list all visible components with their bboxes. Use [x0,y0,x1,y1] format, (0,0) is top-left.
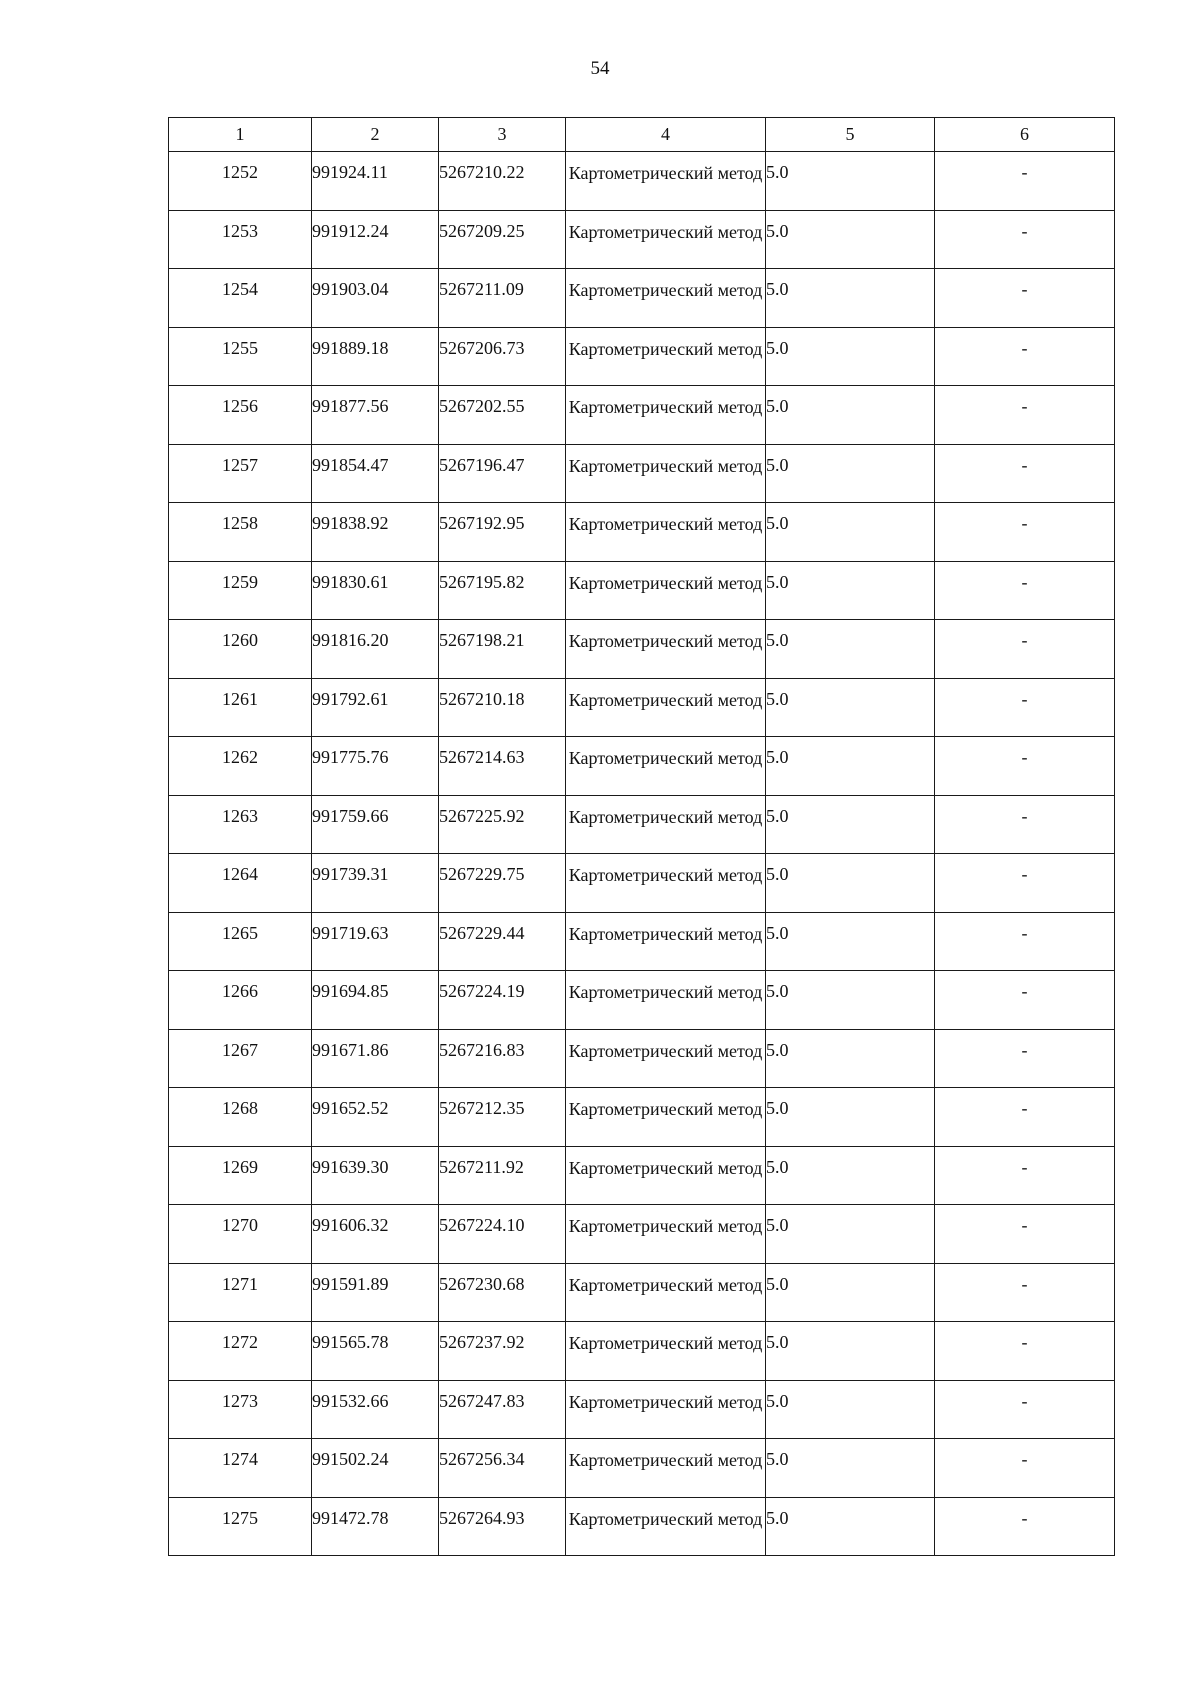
x-coordinate-cell: 991912.24 [312,210,439,269]
point-number-cell: 1265 [169,912,312,971]
table-row [169,1029,1115,1088]
table-row [169,1497,1115,1556]
note-cell: - [935,678,1115,737]
y-coordinate-cell: 5267202.55 [439,386,566,445]
note-cell: - [935,1205,1115,1264]
column-header: 4 [566,118,766,152]
y-coordinate-cell: 5267264.93 [439,1497,566,1556]
x-coordinate-cell: 991565.78 [312,1322,439,1381]
table-row [169,912,1115,971]
x-coordinate-cell: 991877.56 [312,386,439,445]
point-number-cell: 1270 [169,1205,312,1264]
point-number-cell: 1254 [169,269,312,328]
table-row [169,1380,1115,1439]
method-cell: Картометрический метод [566,1497,766,1556]
method-cell: Картометрический метод [566,912,766,971]
y-coordinate-cell: 5267206.73 [439,327,566,386]
x-coordinate-cell: 991694.85 [312,971,439,1030]
y-coordinate-cell: 5267224.19 [439,971,566,1030]
point-number-cell: 1268 [169,1088,312,1147]
precision-cell: 5.0 [766,444,935,503]
note-cell: - [935,210,1115,269]
method-cell: Картометрический метод [566,737,766,796]
method-cell: Картометрический метод [566,561,766,620]
note-cell: - [935,503,1115,562]
note-cell: - [935,269,1115,328]
table-row [169,737,1115,796]
x-coordinate-cell: 991816.20 [312,620,439,679]
column-header: 2 [312,118,439,152]
point-number-cell: 1267 [169,1029,312,1088]
x-coordinate-cell: 991652.52 [312,1088,439,1147]
x-coordinate-cell: 991924.11 [312,152,439,211]
point-number-cell: 1255 [169,327,312,386]
y-coordinate-cell: 5267224.10 [439,1205,566,1264]
method-cell: Картометрический метод [566,1263,766,1322]
y-coordinate-cell: 5267209.25 [439,210,566,269]
point-number-cell: 1263 [169,795,312,854]
precision-cell: 5.0 [766,1146,935,1205]
point-number-cell: 1256 [169,386,312,445]
method-cell: Картометрический метод [566,386,766,445]
method-cell: Картометрический метод [566,1205,766,1264]
precision-cell: 5.0 [766,1497,935,1556]
precision-cell: 5.0 [766,210,935,269]
coordinates-table [168,117,1115,1556]
method-cell: Картометрический метод [566,503,766,562]
note-cell: - [935,854,1115,913]
point-number-cell: 1257 [169,444,312,503]
precision-cell: 5.0 [766,620,935,679]
y-coordinate-cell: 5267229.44 [439,912,566,971]
note-cell: - [935,795,1115,854]
method-cell: Картометрический метод [566,269,766,328]
table-row [169,210,1115,269]
point-number-cell: 1252 [169,152,312,211]
method-cell: Картометрический метод [566,795,766,854]
method-cell: Картометрический метод [566,1439,766,1498]
table-row [169,971,1115,1030]
note-cell: - [935,1439,1115,1498]
method-cell: Картометрический метод [566,1322,766,1381]
table-row [169,503,1115,562]
column-header: 6 [935,118,1115,152]
method-cell: Картометрический метод [566,1380,766,1439]
note-cell: - [935,1497,1115,1556]
x-coordinate-cell: 991639.30 [312,1146,439,1205]
point-number-cell: 1266 [169,971,312,1030]
note-cell: - [935,737,1115,796]
y-coordinate-cell: 5267256.34 [439,1439,566,1498]
point-number-cell: 1258 [169,503,312,562]
note-cell: - [935,1146,1115,1205]
precision-cell: 5.0 [766,1439,935,1498]
note-cell: - [935,1029,1115,1088]
table-row [169,1146,1115,1205]
y-coordinate-cell: 5267210.18 [439,678,566,737]
note-cell: - [935,912,1115,971]
table-row [169,854,1115,913]
x-coordinate-cell: 991719.63 [312,912,439,971]
precision-cell: 5.0 [766,327,935,386]
y-coordinate-cell: 5267216.83 [439,1029,566,1088]
note-cell: - [935,561,1115,620]
method-cell: Картометрический метод [566,854,766,913]
table-row [169,1322,1115,1381]
y-coordinate-cell: 5267196.47 [439,444,566,503]
method-cell: Картометрический метод [566,210,766,269]
x-coordinate-cell: 991472.78 [312,1497,439,1556]
table-header-row [169,118,1115,152]
method-cell: Картометрический метод [566,1029,766,1088]
table-row [169,561,1115,620]
table-row [169,444,1115,503]
y-coordinate-cell: 5267210.22 [439,152,566,211]
x-coordinate-cell: 991606.32 [312,1205,439,1264]
y-coordinate-cell: 5267212.35 [439,1088,566,1147]
x-coordinate-cell: 991854.47 [312,444,439,503]
point-number-cell: 1271 [169,1263,312,1322]
precision-cell: 5.0 [766,1088,935,1147]
table-row [169,327,1115,386]
point-number-cell: 1274 [169,1439,312,1498]
y-coordinate-cell: 5267192.95 [439,503,566,562]
note-cell: - [935,327,1115,386]
table-row [169,269,1115,328]
precision-cell: 5.0 [766,795,935,854]
method-cell: Картометрический метод [566,678,766,737]
y-coordinate-cell: 5267237.92 [439,1322,566,1381]
note-cell: - [935,1322,1115,1381]
y-coordinate-cell: 5267211.92 [439,1146,566,1205]
method-cell: Картометрический метод [566,620,766,679]
precision-cell: 5.0 [766,269,935,328]
precision-cell: 5.0 [766,1205,935,1264]
point-number-cell: 1262 [169,737,312,796]
x-coordinate-cell: 991775.76 [312,737,439,796]
y-coordinate-cell: 5267229.75 [439,854,566,913]
column-header: 5 [766,118,935,152]
method-cell: Картометрический метод [566,1088,766,1147]
point-number-cell: 1272 [169,1322,312,1381]
method-cell: Картометрический метод [566,152,766,211]
x-coordinate-cell: 991739.31 [312,854,439,913]
x-coordinate-cell: 991671.86 [312,1029,439,1088]
point-number-cell: 1275 [169,1497,312,1556]
point-number-cell: 1261 [169,678,312,737]
precision-cell: 5.0 [766,1380,935,1439]
precision-cell: 5.0 [766,1263,935,1322]
precision-cell: 5.0 [766,678,935,737]
table-row [169,678,1115,737]
point-number-cell: 1264 [169,854,312,913]
note-cell: - [935,1263,1115,1322]
x-coordinate-cell: 991759.66 [312,795,439,854]
precision-cell: 5.0 [766,854,935,913]
table-row [169,1205,1115,1264]
precision-cell: 5.0 [766,912,935,971]
note-cell: - [935,620,1115,679]
y-coordinate-cell: 5267211.09 [439,269,566,328]
point-number-cell: 1269 [169,1146,312,1205]
x-coordinate-cell: 991889.18 [312,327,439,386]
x-coordinate-cell: 991792.61 [312,678,439,737]
note-cell: - [935,971,1115,1030]
precision-cell: 5.0 [766,386,935,445]
y-coordinate-cell: 5267214.63 [439,737,566,796]
table-row [169,1439,1115,1498]
method-cell: Картометрический метод [566,444,766,503]
y-coordinate-cell: 5267195.82 [439,561,566,620]
table-row [169,386,1115,445]
method-cell: Картометрический метод [566,1146,766,1205]
note-cell: - [935,1088,1115,1147]
precision-cell: 5.0 [766,1029,935,1088]
precision-cell: 5.0 [766,561,935,620]
table-row [169,795,1115,854]
point-number-cell: 1260 [169,620,312,679]
x-coordinate-cell: 991532.66 [312,1380,439,1439]
table-body [169,152,1115,1556]
page-number: 54 [590,58,610,79]
precision-cell: 5.0 [766,1322,935,1381]
x-coordinate-cell: 991838.92 [312,503,439,562]
y-coordinate-cell: 5267230.68 [439,1263,566,1322]
method-cell: Картометрический метод [566,971,766,1030]
table-row [169,1263,1115,1322]
note-cell: - [935,444,1115,503]
precision-cell: 5.0 [766,737,935,796]
note-cell: - [935,152,1115,211]
point-number-cell: 1253 [169,210,312,269]
x-coordinate-cell: 991903.04 [312,269,439,328]
y-coordinate-cell: 5267225.92 [439,795,566,854]
x-coordinate-cell: 991591.89 [312,1263,439,1322]
method-cell: Картометрический метод [566,327,766,386]
precision-cell: 5.0 [766,503,935,562]
point-number-cell: 1273 [169,1380,312,1439]
table-row [169,152,1115,211]
y-coordinate-cell: 5267198.21 [439,620,566,679]
column-header: 3 [439,118,566,152]
precision-cell: 5.0 [766,971,935,1030]
column-header: 1 [169,118,312,152]
precision-cell: 5.0 [766,152,935,211]
x-coordinate-cell: 991830.61 [312,561,439,620]
y-coordinate-cell: 5267247.83 [439,1380,566,1439]
point-number-cell: 1259 [169,561,312,620]
x-coordinate-cell: 991502.24 [312,1439,439,1498]
note-cell: - [935,1380,1115,1439]
table-row [169,620,1115,679]
note-cell: - [935,386,1115,445]
table-row [169,1088,1115,1147]
